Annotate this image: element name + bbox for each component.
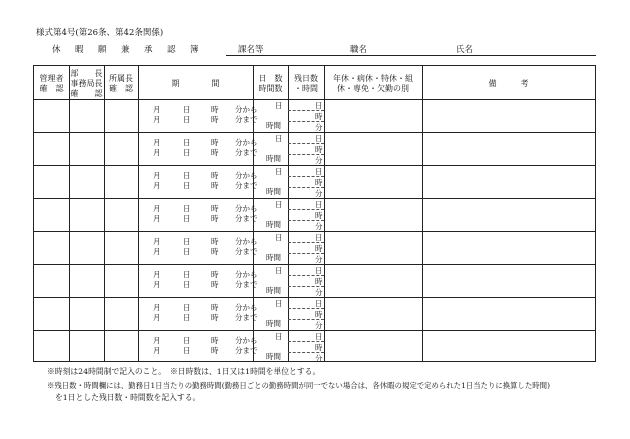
period-unit: 時 [211,181,219,190]
remaining-unit: 日 [315,332,323,341]
period-unit: 分まで [235,115,258,124]
day-unit: 日 [275,266,283,275]
section-name-label: 課名等 [238,45,264,55]
form-title: 休 暇 願 兼 承 認 簿 [52,45,202,55]
col-period: 期 間 [171,79,220,88]
period-unit: 分から [235,237,258,246]
period-unit: 時 [211,115,219,124]
remaining-unit: 日 [315,101,323,110]
period-unit: 分まで [235,280,258,289]
period-unit: 月 [153,148,161,157]
remaining-unit: 日 [315,233,323,242]
period-unit: 分まで [235,313,258,322]
period-unit: 日 [183,237,191,246]
period-unit: 分から [235,138,258,147]
period-unit: 月 [153,138,161,147]
period-unit: 時 [211,280,219,289]
period-unit: 月 [153,336,161,345]
hour-unit: 時間 [266,253,281,262]
period-unit: 時 [211,303,219,312]
period-unit: 時 [211,138,219,147]
col-bureau-chief-confirm: 部 長 事務局長 確 認 [70,69,103,98]
period-unit: 日 [183,105,191,114]
remaining-unit: 時 [315,244,323,253]
remaining-unit: 日 [315,134,323,143]
note-1: ※時刻は24時間制で記入のこと。 ※日時数は、1日又は1時間を単位とする。 [47,367,321,376]
remaining-unit: 時 [315,178,323,187]
period-unit: 分まで [235,181,258,190]
remaining-unit: 日 [315,299,323,308]
period-unit: 月 [153,115,161,124]
period-unit: 日 [183,204,191,213]
period-unit: 日 [183,346,191,355]
remaining-unit: 分 [315,288,323,297]
col-manager-confirm: 管理者 確 認 [39,74,64,93]
hour-unit: 時間 [266,121,281,130]
remaining-unit: 時 [315,310,323,319]
col-section-chief-confirm: 所属長 確 認 [109,74,133,93]
day-unit: 日 [275,233,283,242]
remaining-unit: 分 [315,354,323,363]
period-unit: 分まで [235,346,258,355]
note-2: ※残日数・時間欄には、勤務日1日当たりの勤務時間(勤務日ごとの勤務時間が同一でない場合は、各休暇の規定で定められた1日当たりに換算した時間) [47,381,550,390]
period-unit: 月 [153,181,161,190]
period-unit: 分から [235,303,258,312]
period-unit: 分まで [235,148,258,157]
hour-unit: 時間 [266,319,281,328]
period-unit: 日 [183,313,191,322]
period-unit: 日 [183,247,191,256]
period-unit: 時 [211,247,219,256]
period-unit: 時 [211,148,219,157]
hour-unit: 時間 [266,220,281,229]
period-unit: 日 [183,303,191,312]
period-unit: 時 [211,270,219,279]
period-unit: 時 [211,204,219,213]
col-days-hours: 日 数 時間数 [258,74,283,93]
period-unit: 分から [235,171,258,180]
period-unit: 日 [183,148,191,157]
period-unit: 月 [153,313,161,322]
period-unit: 日 [183,270,191,279]
day-unit: 日 [275,299,283,308]
period-unit: 月 [153,270,161,279]
period-unit: 月 [153,237,161,246]
period-unit: 分から [235,105,258,114]
hour-unit: 時間 [266,187,281,196]
header-underline [226,55,596,56]
day-unit: 日 [275,167,283,176]
period-unit: 時 [211,171,219,180]
leave-request-table [33,65,596,362]
period-unit: 分から [235,204,258,213]
period-unit: 日 [183,181,191,190]
period-unit: 時 [211,214,219,223]
remaining-unit: 時 [315,211,323,220]
hour-unit: 時間 [266,286,281,295]
period-unit: 日 [183,171,191,180]
remaining-unit: 日 [315,200,323,209]
remaining-unit: 分 [315,255,323,264]
remaining-unit: 分 [315,123,323,132]
remaining-unit: 分 [315,156,323,165]
col-leave-type: 年休・病休・特休・組 休・専免・欠勤の別 [333,74,413,93]
period-unit: 時 [211,336,219,345]
remaining-unit: 日 [315,266,323,275]
col-remarks: 備 考 [488,79,529,88]
name-label: 氏名 [456,45,474,55]
day-unit: 日 [275,332,283,341]
remaining-unit: 日 [315,167,323,176]
day-unit: 日 [275,200,283,209]
period-unit: 日 [183,280,191,289]
period-unit: 分から [235,336,258,345]
note-3: を1日とした残日数・時間数を記入する。 [55,393,201,402]
remaining-unit: 時 [315,343,323,352]
col-remaining: 残日数 ・時間 [294,74,318,93]
period-unit: 分まで [235,214,258,223]
period-unit: 月 [153,346,161,355]
period-unit: 月 [153,171,161,180]
period-unit: 時 [211,237,219,246]
remaining-unit: 時 [315,277,323,286]
period-unit: 月 [153,303,161,312]
remaining-unit: 時 [315,145,323,154]
period-unit: 分から [235,270,258,279]
day-unit: 日 [275,101,283,110]
period-unit: 時 [211,105,219,114]
period-unit: 月 [153,214,161,223]
period-unit: 日 [183,138,191,147]
form-number: 様式第4号(第26条、第42条関係) [36,28,164,38]
period-unit: 月 [153,280,161,289]
period-unit: 分まで [235,247,258,256]
remaining-unit: 分 [315,189,323,198]
period-unit: 月 [153,204,161,213]
period-unit: 時 [211,346,219,355]
period-unit: 日 [183,336,191,345]
remaining-unit: 分 [315,222,323,231]
remaining-unit: 時 [315,112,323,121]
hour-unit: 時間 [266,352,281,361]
period-unit: 時 [211,313,219,322]
job-title-label: 職名 [350,45,368,55]
period-unit: 日 [183,115,191,124]
day-unit: 日 [275,134,283,143]
period-unit: 月 [153,105,161,114]
hour-unit: 時間 [266,154,281,163]
remaining-unit: 分 [315,321,323,330]
period-unit: 日 [183,214,191,223]
period-unit: 月 [153,247,161,256]
